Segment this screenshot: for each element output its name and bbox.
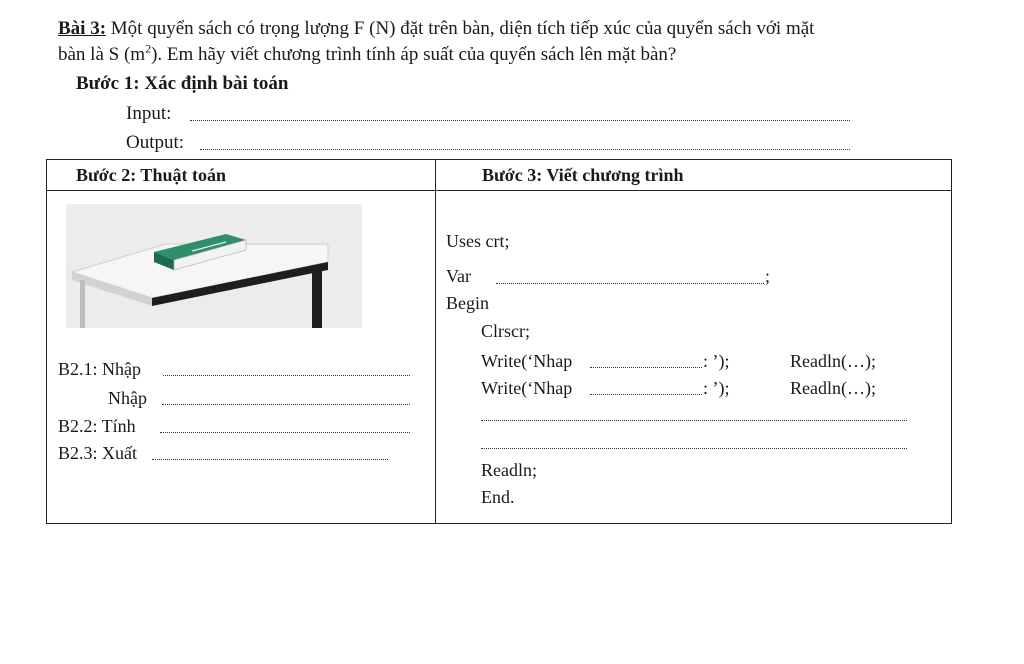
algo-b21b-blank[interactable]	[162, 404, 410, 405]
output-label: Output:	[126, 132, 185, 153]
code-write-1-blank[interactable]	[590, 367, 702, 368]
code-readln: Readln;	[481, 460, 537, 480]
input-blank[interactable]	[190, 120, 850, 121]
code-readln-1: Readln(…);	[790, 351, 876, 371]
code-begin: Begin	[446, 293, 489, 313]
code-write-2-end: : ’);	[703, 378, 730, 398]
problem-label: Bài 3:	[58, 18, 107, 39]
problem-text-2b: ). Em hãy viết chương trình tính áp suất của quyển sách lên mặt bàn?	[151, 44, 677, 65]
algo-b23-blank[interactable]	[152, 459, 388, 460]
algo-b21b-label: Nhập	[108, 388, 147, 408]
code-var: Var	[446, 266, 471, 286]
code-blank-line-1[interactable]	[481, 420, 907, 421]
code-end: End.	[481, 487, 515, 507]
algo-b22-label: B2.2: Tính	[58, 416, 136, 436]
book-on-table-illustration	[66, 204, 362, 328]
output-blank[interactable]	[200, 149, 850, 150]
input-label: Input:	[126, 103, 172, 124]
program-header: Bước 3: Viết chương trình	[482, 165, 684, 185]
code-var-end: ;	[765, 266, 771, 286]
problem-exponent: 2	[145, 41, 152, 56]
code-write-2: Write(‘Nhap	[481, 378, 573, 398]
problem-line-2	[58, 41, 677, 66]
algo-b22-blank[interactable]	[160, 432, 410, 433]
code-write-2-blank[interactable]	[590, 394, 702, 395]
table-column-divider	[435, 159, 436, 524]
algo-b21-label: B2.1: Nhập	[58, 359, 141, 379]
code-clrscr: Clrscr;	[481, 321, 530, 341]
code-readln-2: Readln(…);	[790, 378, 876, 398]
algorithm-header: Bước 2: Thuật toán	[76, 165, 226, 185]
table-header-divider	[46, 190, 952, 191]
problem-line-1	[58, 18, 814, 40]
code-var-blank[interactable]	[496, 283, 764, 284]
code-blank-line-2[interactable]	[481, 448, 907, 449]
problem-text-2a: bàn là S (m	[58, 44, 146, 65]
code-uses: Uses crt;	[446, 231, 510, 251]
step1-heading: Bước 1: Xác định bài toán	[76, 73, 289, 94]
problem-text-1: Một quyển sách có trọng lượng F (N) đặt trên bàn, diện tích tiếp xúc của quyển sách với mặt	[106, 18, 815, 39]
algo-b21-blank[interactable]	[163, 375, 410, 376]
code-write-1: Write(‘Nhap	[481, 351, 573, 371]
code-write-1-end: : ’);	[703, 351, 730, 371]
algo-b23-label: B2.3: Xuất	[58, 443, 137, 463]
